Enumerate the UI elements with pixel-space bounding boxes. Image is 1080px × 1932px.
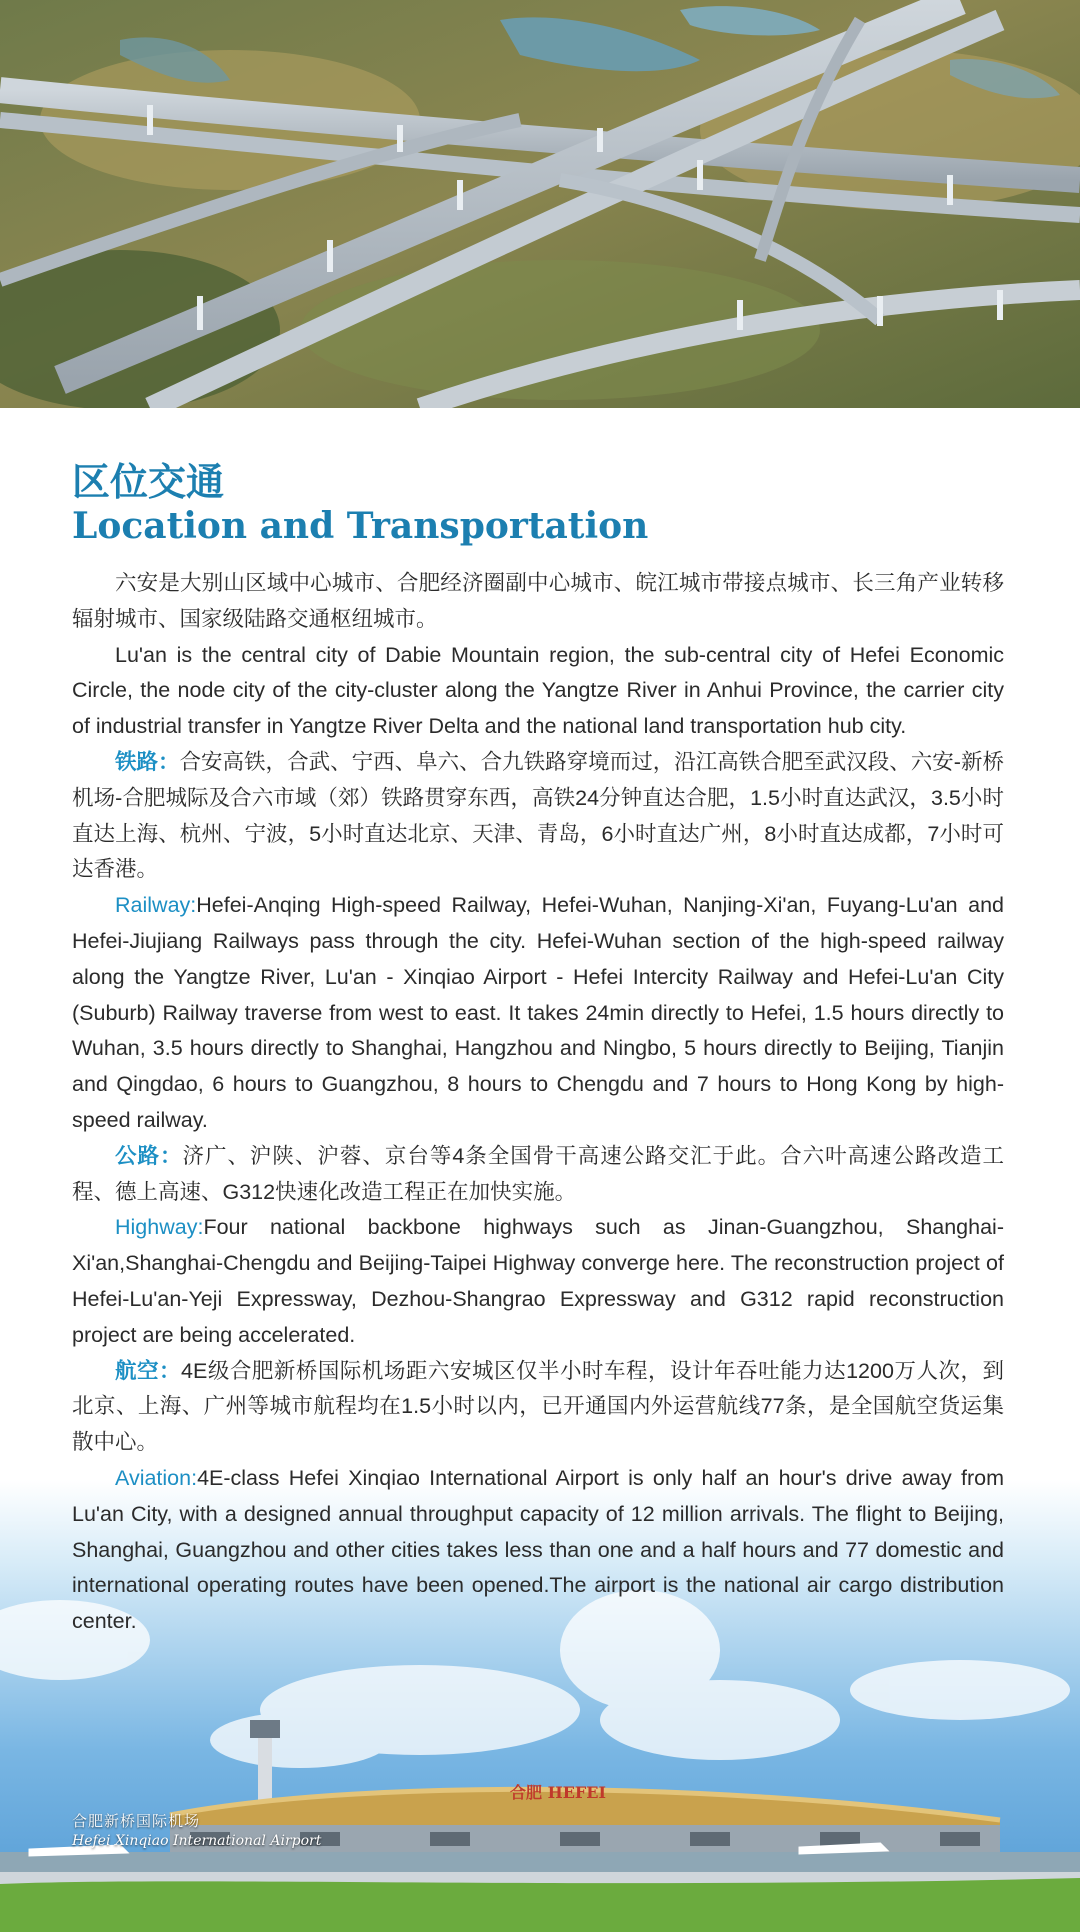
aviation-paragraph-cn (72, 1354, 1004, 1461)
railway-text-cn: 合安高铁，合武、宁西、阜六、合九铁路穿境而过，沿江高铁合肥至武汉段、六安-新桥机场-合肥城际及合六市域（郊）铁路贯穿东西，高铁24分钟直达合肥，1.5小时直达武汉，3.5小时直达上海、杭州、宁波，5小时直达北京、天津、青岛，6小时直达广州，8小时直达成都，7小时可达香港。 (72, 749, 1004, 882)
page-title-cn: 区位交通 (72, 459, 225, 504)
railway-label-en: Railway: (115, 893, 197, 918)
airport-sign-text: 合肥 HEFEI (510, 1783, 606, 1802)
highway-label-en: Highway: (115, 1215, 204, 1240)
highway-paragraph-en (72, 1210, 1004, 1353)
aviation-label-en: Aviation: (115, 1465, 198, 1490)
railway-paragraph-cn (72, 745, 1004, 888)
intro-paragraph-cn: 六安是大别山区域中心城市、合肥经济圈副中心城市、皖江城市带接点城市、长三角产业转移辐射城市、国家级陆路交通枢纽城市。 (72, 571, 1004, 631)
aviation-label-cn: 航空： (115, 1358, 182, 1383)
aviation-text-en: 4E-class Hefei Xinqiao International Airport is only half an hour's drive away from Lu'an City, with a designed annual throughput capacity of 12 million arrivals. The flight to Beijing, Shanghai, Guangzhou and other cities takes less than one and a half hours and 77 domestic and international operating routes have been opened.The airport is the national air cargo distribution center. (72, 1465, 1004, 1634)
highway-interchange-photo (0, 0, 1080, 408)
highway-paragraph-cn (72, 1139, 1004, 1211)
intro-paragraph-en: Lu'an is the central city of Dabie Mountain region, the sub-central city of Hefei Economic Circle, the node city of the city-cluster along the Yangtze River in Anhui Province, the carrier city of industrial transfer in Yangtze River Delta and the national land transportation hub city. (72, 642, 1004, 739)
aviation-text-cn: 4E级合肥新桥国际机场距六安城区仅半小时车程，设计年吞吐能力达1200万人次，到北京、上海、广州等城市航程均在1.5小时以内，已开通国内外运营航线77条，是全国航空货运集散中心。 (72, 1358, 1004, 1455)
highway-text-en: Four national backbone highways such as Jinan-Guangzhou, Shanghai-Xi'an,Shanghai-Chengdu and Beijing-Taipei Highway converge here. The reconstruction project of Hefei-Lu'an-Yeji Expressway, Dezhou-Shangrao Expressway and G312 rapid reconstruction project are being accelerated. (72, 1215, 1004, 1347)
airport-caption-en: Hefei Xinqiao International Airport (72, 1833, 322, 1849)
railway-text-en: Hefei-Anqing High-speed Railway, Hefei-Wuhan, Nanjing-Xi'an, Fuyang-Lu'an and Hefei-Jiujiang Railways pass through the city. Hefei-Wuhan section of the high-speed railway along the Yangtze River, Lu'an - Xinqiao Airport - Hefei Intercity Railway and Hefei-Lu'an City (Suburb) Railway traverse from west to east. It takes 24min directly to Hefei, 1.5 hours directly to Wuhan, 3.5 hours directly to Shanghai, Hangzhou and Ningbo, 5 hours directly to Beijing, Tianjin and Qingdao, 6 hours to Guangzhou, 8 hours to Chengdu and 7 hours to Hong Kong by high-speed railway. (72, 893, 1004, 1132)
page-title-en: Location and Transportation (72, 505, 649, 547)
highway-text-cn: 济广、沪陕、沪蓉、京台等4条全国骨干高速公路交汇于此。合六叶高速公路改造工程、德上高速、G312快速化改造工程正在加快实施。 (72, 1143, 1004, 1204)
airport-caption-cn: 合肥新桥国际机场 (72, 1812, 201, 1830)
highway-label-cn: 公路： (115, 1143, 183, 1168)
railway-label-cn: 铁路： (115, 749, 180, 774)
aviation-paragraph-en (72, 1461, 1004, 1640)
railway-paragraph-en (72, 888, 1004, 1139)
airport-caption (72, 1810, 321, 1849)
main-content (72, 460, 1004, 1640)
